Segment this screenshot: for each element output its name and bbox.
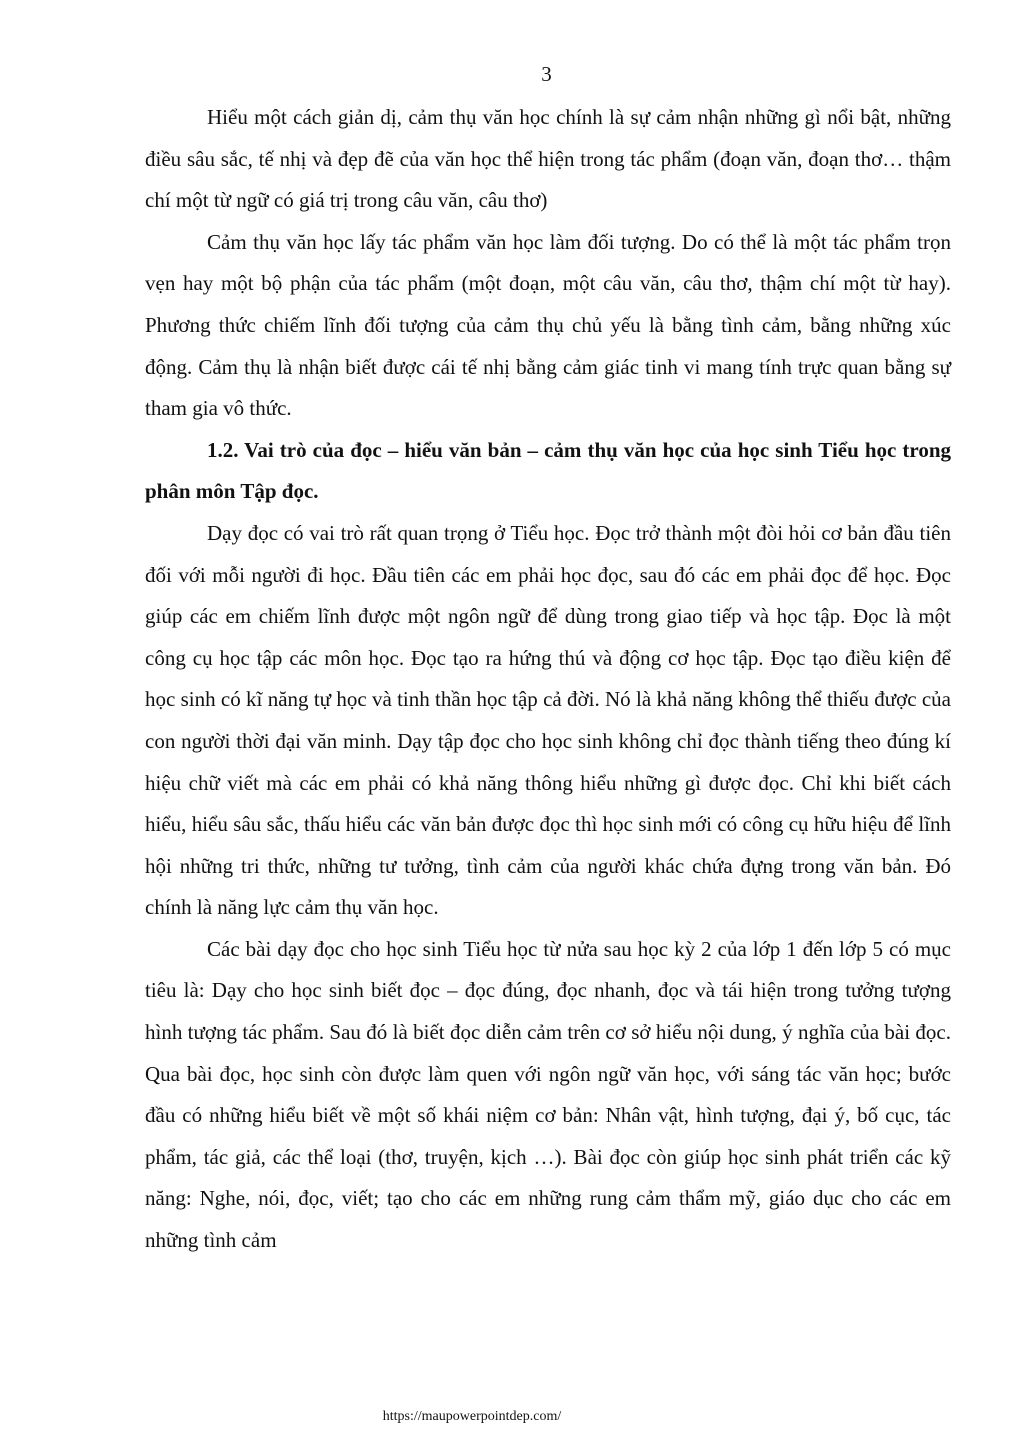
paragraph-reading-lesson-goals: Các bài dạy đọc cho học sinh Tiểu học từ nửa sau học kỳ 2 của lớp 1 đến lớp 5 có mục tiêu là: Dạy cho học sinh biết đọc – đọc đúng, đọc nhanh, đọc và tái hiện trong tưởng tượng hình tượng tác phẩm. Sau đó là biết đọc diễn cảm trên cơ sở hiểu nội dung, ý nghĩa của bài đọc. Qua bài đọc, học sinh còn được làm quen với ngôn ngữ văn học, với sáng tác văn học; bước đầu có những hiểu biết về một số khái niệm cơ bản: Nhân vật, hình tượng, đại ý, bố cục, tác phẩm, tác giả, các thể loại (thơ, truyện, kịch …). Bài đọc còn giúp học sinh phát triển các kỹ năng: Nghe, nói, đọc, viết; tạo cho các em những rung cảm thẩm mỹ, giáo dục cho các em những tình cảm [145, 936, 951, 1253]
section-heading: 1.2. Vai trò của đọc – hiểu văn bản – cảm thụ văn học của học sinh Tiểu học trong phân môn Tập đọc. [145, 437, 951, 504]
paragraph-literary-perception-definition: Hiểu một cách giản dị, cảm thụ văn học chính là sự cảm nhận những gì nổi bật, những điều sâu sắc, tế nhị và đẹp đẽ của văn học thể hiện trong tác phẩm (đoạn văn, đoạn thơ… thậm chí một từ ngữ có giá trị trong câu văn, câu thơ) [145, 105, 951, 213]
paragraph-literary-perception-object: Cảm thụ văn học lấy tác phẩm văn học làm đối tượng. Do có thể là một tác phẩm trọn vẹn hay một bộ phận của tác phẩm (một đoạn, một câu văn, câu thơ, thậm chí một từ hay). Phương thức chiếm lĩnh đối tượng của cảm thụ chủ yếu là bằng tình cảm, bằng những xúc động. Cảm thụ là nhận biết được cái tế nhị bằng cảm giác tinh vi mang tính trực quan bằng sự tham gia vô thức. [145, 229, 951, 421]
document-body [145, 97, 951, 1262]
footer-url: https://maupowerpointdep.com/ [382, 1409, 562, 1424]
paragraph-role-of-reading: Dạy đọc có vai trò rất quan trọng ở Tiểu học. Đọc trở thành một đòi hỏi cơ bản đầu tiên đối với mỗi người đi học. Đầu tiên các em phải học đọc, sau đó các em phải đọc để học. Đọc giúp các em chiếm lĩnh được một ngôn ngữ để dùng trong giao tiếp và học tập. Đọc là một công cụ học tập các môn học. Đọc tạo ra hứng thú và động cơ học tập. Đọc tạo điều kiện để học sinh có kĩ năng tự học và tinh thần học tập cả đời. Nó là khả năng không thể thiếu được của con người thời đại văn minh. Dạy tập đọc cho học sinh không chỉ đọc thành tiếng theo đúng kí hiệu chữ viết mà các em phải có khả năng thông hiểu những gì được đọc. Chỉ khi biết cách hiểu, hiểu sâu sắc, thấu hiểu các văn bản được đọc thì học sinh mới có công cụ hữu hiệu để lĩnh hội những tri thức, những tư tưởng, tình cảm của người khác chứa đựng trong văn bản. Đó chính là năng lực cảm thụ văn học. [145, 520, 951, 920]
page-number: 3 [541, 62, 552, 86]
